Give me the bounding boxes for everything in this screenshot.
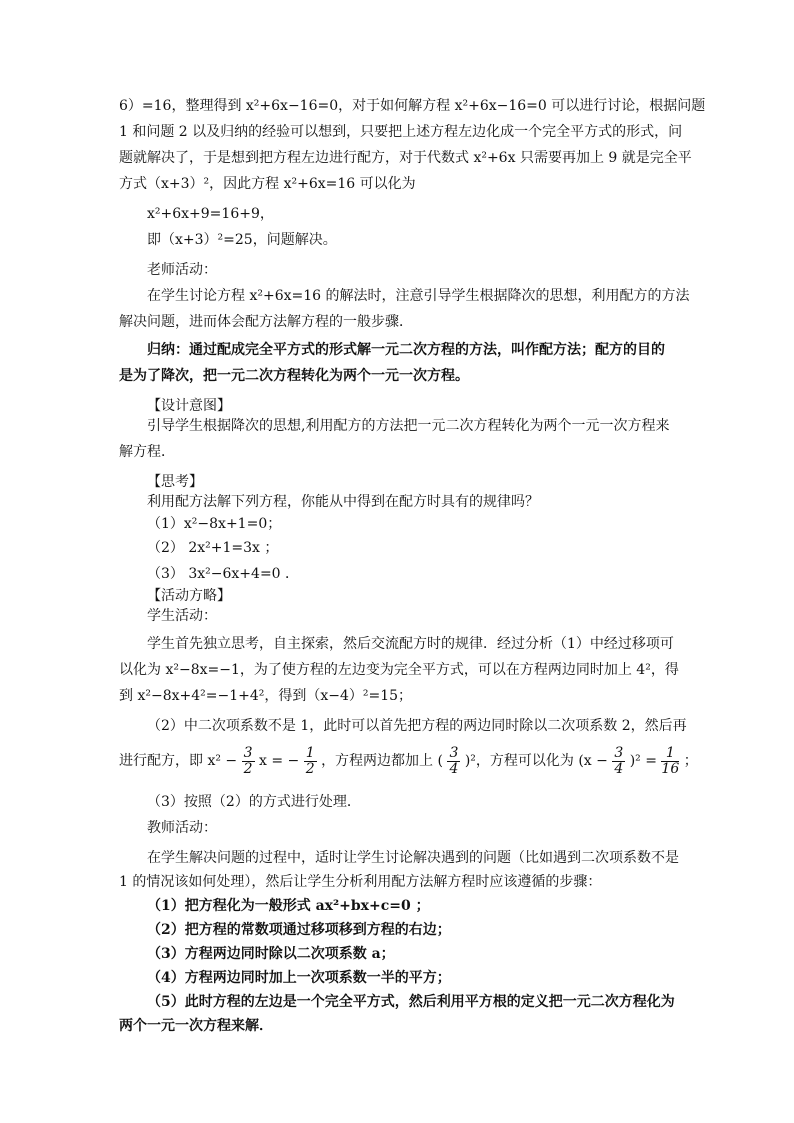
- fraction-1-2: $\frac{1}{2}$: [305, 744, 315, 777]
- summary-line: 是为了降次，把一元二次方程转化为两个一元一次方程。: [119, 368, 469, 384]
- paragraph-line: 以化为 x²−8x=−1，为了使方程的左边变为完全平方式，可以在方程两边同时加上 4²，得: [119, 662, 679, 678]
- step-item: （1）把方程化为一般形式 ax²+bx+c=0 ；: [147, 898, 430, 914]
- paragraph-line: 方式（x+3）²，因此方程 x²+6x=16 可以化为: [119, 176, 416, 192]
- equation-line: x²+6x+9=16+9，: [147, 206, 274, 222]
- think-intro: 利用配方法解下列方程，你能从中得到在配方时具有的规律吗？: [147, 494, 539, 510]
- step-item: （5）此时方程的左边是一个完全平方式，然后利用平方根的定义把一元二次方程化为: [147, 994, 675, 1010]
- teacher-activity-label: 教师活动：: [147, 820, 217, 836]
- fraction-3-4: $\frac{3}{4}$: [614, 744, 624, 777]
- problem-item: （1）x²−8x+1=0；: [147, 516, 282, 532]
- formula-line: 进行配方，即 x² − $\frac{3}{2}$ x = − $\frac{1}{2}$ ，方程两边都加上 ( $\frac{3}{4}$ )²，方程可以化为 (x − $\frac{3}{4}$ )² = $\frac{1}{16}$ ；: [119, 744, 698, 777]
- fraction-3-4: $\frac{3}{4}$: [449, 744, 459, 777]
- paragraph-line: （3）按照（2）的方式进行处理．: [147, 794, 361, 810]
- step-item: 两个一元一次方程来解．: [119, 1018, 273, 1034]
- teacher-activity-label: 老师活动：: [147, 262, 217, 278]
- student-activity-label: 学生活动：: [147, 608, 217, 624]
- paragraph-line: 解方程．: [119, 444, 175, 460]
- design-heading: 【设计意图】: [147, 398, 231, 414]
- fraction-3-2: $\frac{3}{2}$: [243, 744, 253, 777]
- problem-item: （2） 2x²+1=3x ；: [147, 540, 279, 556]
- step-item: （4）方程两边同时加上一次项系数一半的平方；: [147, 970, 451, 986]
- paragraph-line: 学生首先独立思考，自主探索，然后交流配方时的规律．经过分析（1）中经过移项可: [147, 636, 674, 652]
- paragraph-line: 到 x²−8x+4²=−1+4²，得到（x−4）²=15；: [119, 688, 413, 704]
- paragraph-line: （2）中二次项系数不是 1，此时可以首先把方程的两边同时除以二次项系数 2，然后再: [147, 718, 687, 734]
- step-item: （2）把方程的常数项通过移项移到方程的右边；: [147, 922, 451, 938]
- equation-line: 即（x+3）²=25，问题解决。: [147, 232, 337, 248]
- problem-item: （3） 3x²−6x+4=0 ．: [147, 566, 300, 582]
- paragraph-line: 引导学生根据降次的思想,利用配方的方法把一元二次方程转化为两个一元一次方程来: [147, 418, 670, 434]
- paragraph-line: 题就解决了，于是想到把方程左边进行配方，对于代数式 x²+6x 只需要再加上 9 就是完全平: [119, 150, 692, 166]
- think-heading: 【思考】: [147, 474, 203, 490]
- step-item: （3）方程两边同时除以二次项系数 a；: [147, 946, 395, 962]
- paragraph-line: 1 的情况该如何处理），然后让学生分析利用配方法解方程时应该遵循的步骤：: [119, 874, 602, 890]
- summary-line: 归纳：通过配成完全平方式的形式解一元二次方程的方法，叫作配方法；配方的目的: [147, 342, 665, 358]
- paragraph-line: 1 和问题 2 以及归纳的经验可以想到，只要把上述方程左边化成一个完全平方式的形式，问: [119, 124, 683, 140]
- paragraph-line: 在学生讨论方程 x²+6x=16 的解法时，注意引导学生根据降次的思想，利用配方的方法: [147, 288, 690, 304]
- paragraph-line: 在学生解决问题的过程中，适时让学生讨论解决遇到的问题（比如遇到二次项系数不是: [147, 850, 679, 866]
- paragraph-line: 6）=16，整理得到 x²+6x−16=0，对于如何解方程 x²+6x−16=0 可以进行讨论，根据问题: [119, 98, 706, 114]
- fraction-1-16: $\frac{1}{16}$: [661, 744, 680, 777]
- strategy-heading: 【活动方略】: [147, 588, 231, 604]
- paragraph-line: 解决问题，进而体会配方法解方程的一般步骤．: [119, 314, 413, 330]
